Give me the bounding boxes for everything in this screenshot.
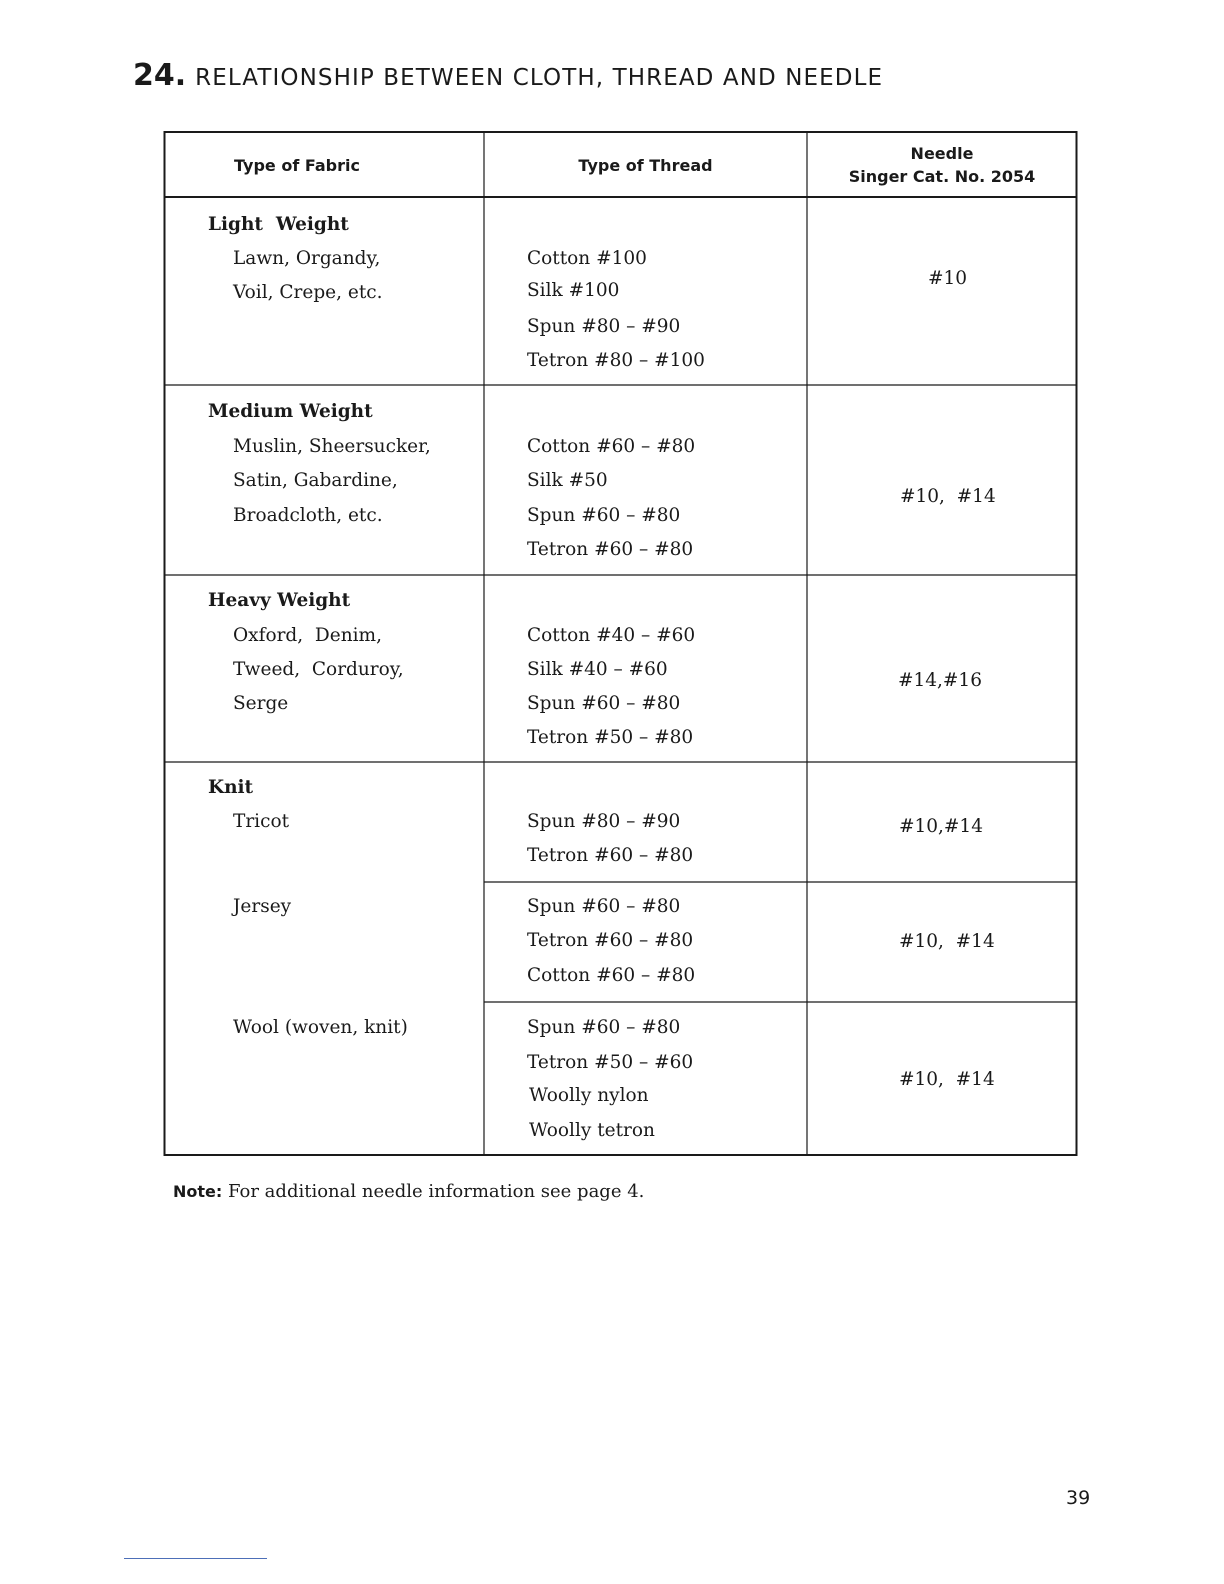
thread-light-4: Tetron #80 – #100 [527, 350, 705, 371]
needle-medium: #10, #14 [900, 486, 996, 507]
header-needle-line2: Singer Cat. No. 2054 [848, 167, 1036, 186]
category-light: Light Weight [208, 214, 349, 235]
category-medium: Medium Weight [208, 401, 373, 422]
thread-heavy-3: Spun #60 – #80 [527, 693, 681, 714]
thread-jersey-2: Tetron #60 – #80 [527, 930, 694, 951]
thread-medium-1: Cotton #60 – #80 [527, 436, 696, 457]
header-thread-label: Type of Thread [578, 155, 713, 175]
header-needle [807, 133, 1077, 197]
fabric-medium-1: Muslin, Sheersucker, [233, 436, 431, 457]
footnote [173, 1181, 644, 1202]
fabric-medium-2: Satin, Gabardine, [233, 470, 398, 491]
header-fabric [165, 133, 484, 197]
fabric-medium-3: Broadcloth, etc. [233, 505, 383, 526]
thread-medium-2: Silk #50 [527, 470, 608, 491]
thread-light-2: Silk #100 [527, 280, 620, 301]
thread-wool-3: Woolly nylon [529, 1085, 649, 1106]
thread-medium-3: Spun #60 – #80 [527, 505, 681, 526]
thread-light-3: Spun #80 – #90 [527, 316, 681, 337]
thread-wool-1: Spun #60 – #80 [527, 1017, 681, 1038]
needle-wool: #10, #14 [899, 1069, 995, 1090]
section-title: RELATIONSHIP BETWEEN CLOTH, THREAD AND NEEDLE [195, 65, 884, 91]
header-needle-line1: Needle [910, 144, 974, 163]
footnote-label: Note: [173, 1182, 223, 1201]
thread-heavy-4: Tetron #50 – #80 [527, 727, 694, 748]
thread-heavy-1: Cotton #40 – #60 [527, 625, 696, 646]
section-number: 24. [133, 58, 187, 93]
thread-wool-2: Tetron #50 – #60 [527, 1052, 694, 1073]
header-fabric-label: Type of Fabric [234, 155, 360, 175]
fabric-heavy-3: Serge [233, 693, 289, 714]
fabric-jersey: Jersey [233, 896, 292, 917]
thread-wool-4: Woolly tetron [529, 1120, 655, 1141]
needle-heavy: #14,#16 [898, 670, 982, 691]
footnote-text: For additional needle information see page 4. [228, 1181, 645, 1202]
fabric-light-1: Lawn, Organdy, [233, 248, 381, 269]
fabric-heavy-1: Oxford, Denim, [233, 625, 382, 646]
category-knit: Knit [208, 777, 254, 798]
needle-tricot: #10,#14 [899, 816, 983, 837]
thread-jersey-1: Spun #60 – #80 [527, 896, 681, 917]
thread-heavy-2: Silk #40 – #60 [527, 659, 668, 680]
fabric-tricot: Tricot [233, 811, 290, 832]
fabric-light-2: Voil, Crepe, etc. [233, 282, 383, 303]
thread-tricot-2: Tetron #60 – #80 [527, 845, 694, 866]
thread-tricot-1: Spun #80 – #90 [527, 811, 681, 832]
needle-jersey: #10, #14 [899, 931, 995, 952]
thread-light-1: Cotton #100 [527, 248, 647, 269]
fabric-wool: Wool (woven, knit) [233, 1017, 408, 1038]
page-number: 39 [1066, 1487, 1091, 1509]
bottom-rule [124, 1558, 267, 1559]
thread-jersey-3: Cotton #60 – #80 [527, 965, 696, 986]
needle-light: #10 [928, 268, 968, 289]
thread-medium-4: Tetron #60 – #80 [527, 539, 694, 560]
fabric-heavy-2: Tweed, Corduroy, [233, 659, 404, 680]
header-thread [484, 133, 807, 197]
category-heavy: Heavy Weight [208, 590, 351, 611]
